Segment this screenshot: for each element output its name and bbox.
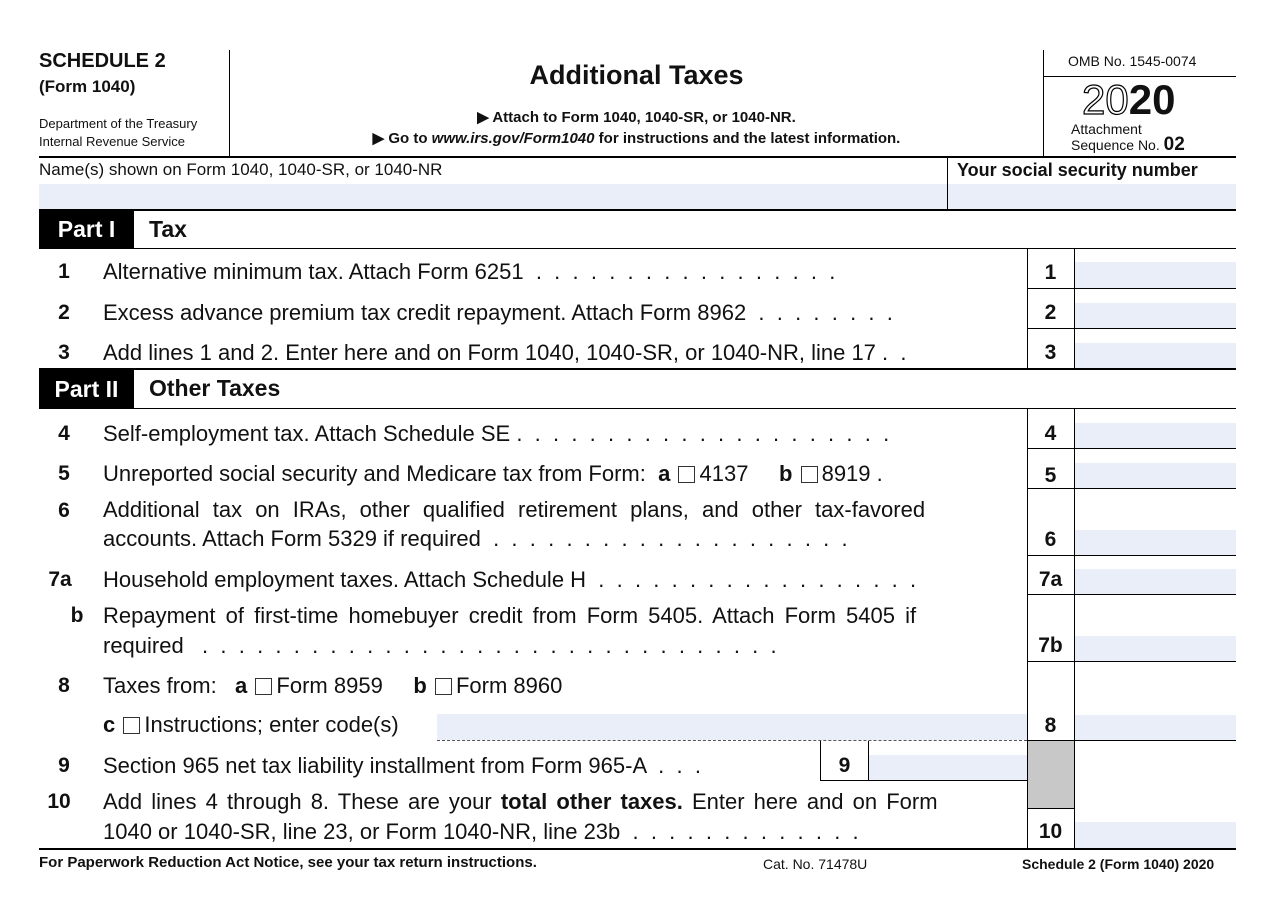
part2-title: Other Taxes — [149, 375, 281, 401]
line-10-desc-1 — [103, 789, 1013, 815]
catalog-number: Cat. No. 71478U — [763, 856, 868, 872]
line-5-a-label: a — [658, 461, 671, 486]
part1-title: Tax — [149, 216, 187, 242]
tax-year — [1082, 76, 1175, 124]
line-4-amount[interactable] — [1075, 423, 1236, 448]
header-divider-right — [1043, 50, 1044, 156]
line-2-text: Excess advance premium tax credit repayment. Attach Form 8962 — [103, 300, 747, 325]
line-1-rule — [1027, 288, 1236, 289]
line-3-text: Add lines 1 and 2. Enter here and on Form 1040, 1040-SR, or 1040-NR, line 17 — [103, 340, 876, 365]
line-4-text: Self-employment tax. Attach Schedule SE — [103, 421, 511, 446]
line-2-rule — [1027, 328, 1236, 329]
line-10-box-label: 10 — [1038, 820, 1063, 843]
part1-rule — [39, 248, 1236, 249]
line-5-b-checkbox[interactable] — [801, 466, 818, 483]
line-5-a-form: 4137 — [699, 461, 749, 486]
goto-prefix: ▶ Go to — [372, 130, 432, 147]
shaded-cell — [1028, 741, 1074, 808]
header-bottom-rule — [39, 156, 1236, 158]
line-2-number: 2 — [58, 301, 70, 324]
line-7a-amount[interactable] — [1075, 569, 1236, 594]
line-10-text-post: Enter here and on Form — [682, 789, 938, 814]
ssn-input[interactable] — [948, 184, 1236, 209]
line-9-box-label: 9 — [838, 754, 851, 777]
line-7a-desc: Household employment taxes. Attach Schedule H . . . . . . . . . . . . . . . . . . — [103, 567, 917, 592]
line-10-desc-2: 1040 or 1040-SR, line 23, or Form 1040-NR, line 23b . . . . . . . . . . . . . — [103, 819, 859, 844]
name-label: Name(s) shown on Form 1040, 1040-SR, or 1040-NR — [39, 160, 443, 179]
line-10-number: 10 — [47, 790, 71, 813]
line-4-box-label: 4 — [1044, 422, 1057, 445]
line-5-box-label: 5 — [1044, 464, 1057, 487]
line-8-c-checkbox[interactable] — [123, 717, 140, 734]
line-8-number: 8 — [58, 674, 70, 697]
part2-rule — [39, 408, 1236, 409]
line-8-c-text: Instructions; enter code(s) — [144, 712, 399, 737]
line-7b-number: b — [70, 604, 84, 627]
ssn-label: Your social security number — [957, 160, 1198, 180]
line-10-text-pre: Add lines 4 through 8. These are your — [103, 789, 501, 814]
line-9-amount[interactable] — [869, 755, 1027, 780]
name-input[interactable] — [39, 184, 947, 209]
line-8-box-label: 8 — [1044, 714, 1057, 737]
line-1-box-label: 1 — [1044, 261, 1057, 284]
line-3-box-label: 3 — [1044, 341, 1057, 364]
line-5-desc: Unreported social security and Medicare tax from Form: a 4137 b 8919 . — [103, 461, 883, 486]
line-6-number: 6 — [58, 499, 70, 522]
line-8-b-text: Form 8960 — [455, 673, 563, 698]
line-7b-text-2: required — [103, 633, 184, 658]
irs-service: Internal Revenue Service — [39, 134, 185, 149]
page-title: Additional Taxes — [529, 60, 744, 90]
goto-instruction — [230, 129, 1043, 147]
line-2-amount[interactable] — [1075, 303, 1236, 328]
line-9-number: 9 — [58, 754, 70, 777]
line-5-b-label: b — [779, 461, 793, 486]
line-7b-desc-1: Repayment of first-time homebuyer credit from Form 5405. Attach Form 5405 if — [103, 603, 917, 628]
line-4-rule — [1027, 448, 1236, 449]
line-5-text: Unreported social security and Medicare tax from Form: — [103, 461, 646, 486]
line-5-a-checkbox[interactable] — [678, 466, 695, 483]
sequence-text: Sequence No. — [1071, 137, 1160, 153]
line-7b-desc-2: required . . . . . . . . . . . . . . . . . . . . . . . . . . . . . . . . — [103, 633, 777, 658]
line-10-mid-rule — [1027, 808, 1074, 809]
line-6-desc-1: Additional tax on IRAs, other qualified retirement plans, and other tax-favored — [103, 497, 926, 522]
line-6-text-2: accounts. Attach Form 5329 if required — [103, 526, 481, 551]
line-4-number: 4 — [58, 422, 70, 445]
line-1-amount[interactable] — [1075, 262, 1236, 288]
line-1-number: 1 — [58, 260, 70, 283]
tax-year-outline: 20 — [1082, 76, 1129, 123]
attachment-label: Attachment — [1071, 121, 1142, 137]
line-6-mid-rule — [1027, 488, 1074, 489]
line-3-number: 3 — [58, 341, 70, 364]
line-8-code-input[interactable] — [437, 714, 1027, 740]
line-6-amount[interactable] — [1075, 530, 1236, 555]
line-8-taxes-from: Taxes from: — [103, 673, 217, 698]
paperwork-notice: For Paperwork Reduction Act Notice, see your tax return instructions. — [39, 854, 537, 871]
line-8-row-1 — [103, 673, 562, 699]
line-5-amount[interactable] — [1075, 463, 1236, 488]
part2-tag: Part II — [39, 370, 134, 408]
goto-suffix: for instructions and the latest information. — [594, 130, 901, 147]
name-bottom-rule — [39, 209, 1236, 211]
irs-url-link[interactable]: www.irs.gov/Form1040 — [431, 130, 595, 147]
line-2-desc: Excess advance premium tax credit repayment. Attach Form 8962 . . . . . . . . — [103, 300, 893, 325]
line-3-amount[interactable] — [1075, 343, 1236, 368]
line-5-b-form: 8919 — [821, 461, 871, 486]
line-10-text-bold: total other taxes. — [500, 789, 683, 814]
line-8-c-label: c — [103, 712, 116, 737]
line-8-row-2 — [103, 712, 399, 738]
line-2-box-label: 2 — [1044, 301, 1057, 324]
line-7a-box-label: 7a — [1038, 568, 1063, 591]
sequence-number: 02 — [1163, 134, 1185, 155]
line-8-b-checkbox[interactable] — [435, 678, 452, 695]
attach-instruction: ▶ Attach to Form 1040, 1040-SR, or 1040-NR. — [477, 109, 796, 126]
part1-tag: Part I — [39, 211, 134, 248]
form-identifier: Schedule 2 (Form 1040) 2020 — [1022, 856, 1215, 872]
tax-year-bold: 20 — [1128, 76, 1176, 123]
line-1-desc: Alternative minimum tax. Attach Form 6251 . . . . . . . . . . . . . . . . . — [103, 259, 836, 284]
line-7b-amount[interactable] — [1075, 636, 1236, 661]
line-5-number: 5 — [58, 462, 70, 485]
sequence-label — [1071, 134, 1185, 156]
omb-number: OMB No. 1545-0074 — [1068, 53, 1197, 69]
line-7a-number: 7a — [48, 568, 72, 591]
line-10-text-2: 1040 or 1040-SR, line 23, or Form 1040-NR, line 23b — [103, 819, 621, 844]
line-8-a-checkbox[interactable] — [255, 678, 272, 695]
line-10-amount[interactable] — [1075, 822, 1236, 848]
line-4-desc: Self-employment tax. Attach Schedule SE . . . . . . . . . . . . . . . . . . . . . — [103, 421, 890, 446]
form-bottom-rule — [39, 848, 1236, 850]
part1-bottom-rule — [39, 368, 1236, 370]
line-8-amount[interactable] — [1075, 715, 1236, 740]
line-8-code-dashline — [437, 740, 1027, 741]
line-7a-rule — [1027, 594, 1236, 595]
line-6-box-label: 6 — [1044, 528, 1057, 551]
line-1-text: Alternative minimum tax. Attach Form 6251 — [103, 259, 524, 284]
dept-treasury: Department of the Treasury — [39, 116, 198, 131]
schedule-number: SCHEDULE 2 — [39, 50, 166, 72]
line-7b-box-label: 7b — [1038, 634, 1063, 657]
line-6-rule — [1027, 555, 1236, 556]
line-3-desc: Add lines 1 and 2. Enter here and on Form 1040, 1040-SR, or 1040-NR, line 17 . . — [103, 340, 907, 365]
line-7b-rule — [1027, 661, 1236, 662]
line-8-a-label: a — [235, 673, 248, 698]
line-8-b-label: b — [413, 673, 427, 698]
form-number: (Form 1040) — [39, 77, 136, 96]
line-6-desc-2: accounts. Attach Form 5329 if required . . . . . . . . . . . . . . . . . . . . — [103, 526, 848, 551]
line-9-desc: Section 965 net tax liability installment from Form 965-A . . . — [103, 753, 701, 778]
line-9-text: Section 965 net tax liability installment from Form 965-A — [103, 753, 646, 778]
line-7a-text: Household employment taxes. Attach Schedule H — [103, 567, 587, 592]
line-8-a-text: Form 8959 — [276, 673, 383, 698]
line-9-rule — [820, 780, 1027, 781]
